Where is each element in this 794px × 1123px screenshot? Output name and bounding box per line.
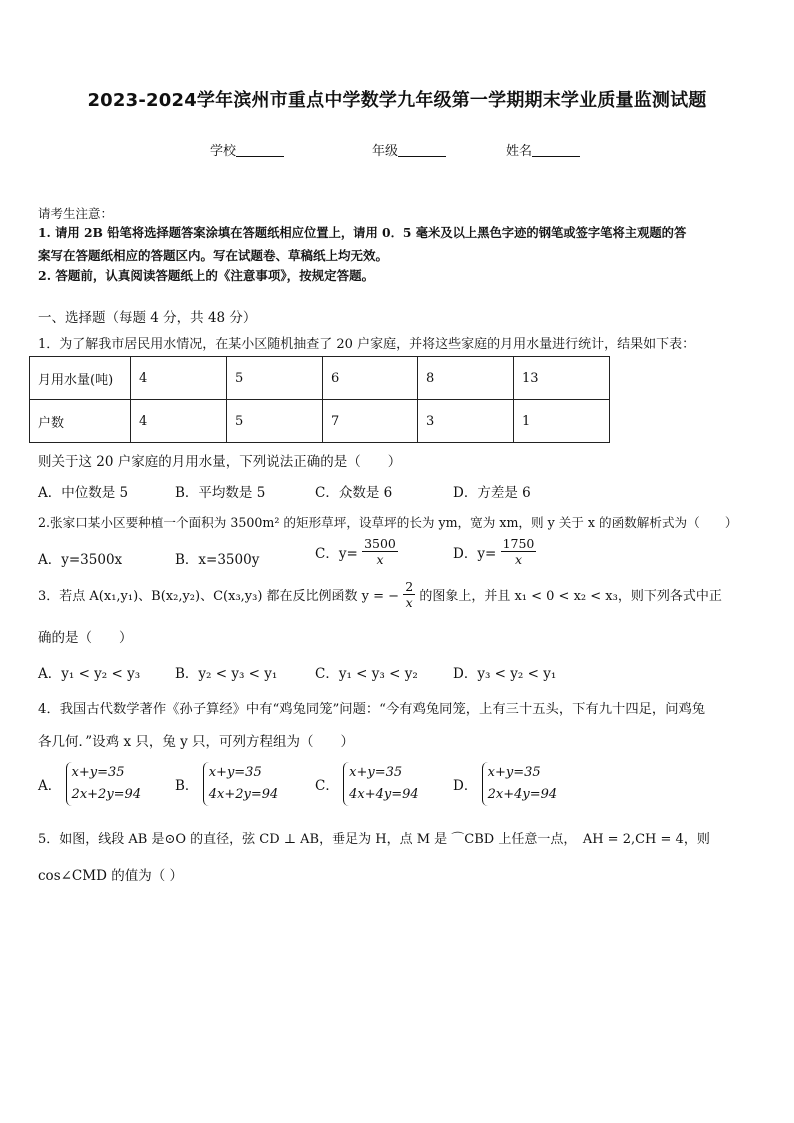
equation-system: [203, 762, 279, 806]
q2-option-a[interactable]: A．y=3500x: [38, 552, 123, 568]
table-cell: 8: [418, 357, 514, 400]
q4-option-d[interactable]: [453, 762, 557, 806]
q3-option-c[interactable]: C．y₁ < y₃ < y₂: [315, 666, 418, 682]
q3-option-d[interactable]: D．y₃ < y₂ < y₁: [453, 666, 557, 682]
q2-option-d-label: D．y=: [453, 545, 497, 562]
fraction-denominator: x: [405, 595, 413, 610]
table-cell: 13: [514, 357, 610, 400]
q2-option-c[interactable]: [315, 536, 398, 567]
table-cell: 5: [227, 357, 323, 400]
q5-stem-line-2: cos∠CMD 的值为（ ）: [38, 868, 183, 884]
fraction-numerator: 2: [405, 579, 414, 594]
equation: 4x+2y=94: [208, 787, 279, 802]
table-cell: 4: [131, 400, 227, 443]
q4-option-a-label: A．: [38, 778, 62, 794]
q4-stem-line-1: 4．我国古代数学著作《孙子算经》中有“鸡兔同笼”问题：“今有鸡兔同笼，上有三十五头，下有九十四足，问鸡兔: [38, 702, 706, 717]
table-cell: 月用水量(吨): [30, 357, 131, 400]
q4-option-d-label: D．: [453, 778, 478, 794]
q4-option-c-label: C．: [315, 778, 339, 794]
q1-option-a[interactable]: A．中位数是 5: [38, 485, 129, 501]
q2-stem: 2.张家口某小区要种植一个面积为 3500m² 的矩形草坪，设草坪的长为 ym，宽为 xm，则 y 关于 x 的函数解析式为（ ）: [38, 515, 738, 530]
q1-option-b[interactable]: B．平均数是 5: [175, 485, 266, 501]
notes-line-1a: 1. 请用 2B 铅笔将选择题答案涂填在答题纸相应位置上，请用 0．5 毫米及以上黑色字迹的钢笔或签字笔将主观题的答: [38, 225, 687, 240]
q2-option-c-label: C．y=: [315, 545, 358, 562]
grade-label: 年级: [372, 144, 399, 159]
table-cell: 6: [323, 357, 418, 400]
equation-system: [66, 762, 142, 806]
equation-system: [343, 762, 419, 806]
equation: x+y=35: [208, 765, 262, 780]
grade-blank[interactable]: [398, 142, 446, 157]
equation: 4x+4y=94: [349, 787, 419, 802]
notes-line-1b: 案写在答题纸相应的答题区内。写在试题卷、草稿纸上均无效。: [38, 248, 389, 263]
section-heading: 一、选择题（每题 4 分，共 48 分）: [38, 310, 257, 326]
equation: 2x+2y=94: [71, 787, 142, 802]
fraction-numerator: 1750: [502, 536, 535, 551]
fraction-denominator: x: [514, 552, 522, 567]
q4-option-b[interactable]: [175, 762, 278, 806]
q4-option-a[interactable]: [38, 762, 141, 806]
q3-stem-line-1: [38, 579, 722, 610]
school-blank[interactable]: [236, 142, 284, 157]
q4-stem-line-2: 各几何．”设鸡 x 只，兔 y 只，可列方程组为（ ）: [38, 734, 355, 750]
name-label: 姓名: [506, 144, 533, 159]
q1-question: 则关于这 20 户家庭的月用水量，下列说法正确的是（ ）: [38, 454, 402, 470]
name-blank[interactable]: [532, 142, 580, 157]
equation: x+y=35: [487, 765, 541, 780]
q3-stem-a: 3．若点 A(x₁,y₁)、B(x₂,y₂)、C(x₃,y₃) 都在反比例函数 y = −: [38, 589, 400, 604]
grade-field[interactable]: [372, 140, 446, 159]
q2-option-c-fraction: [362, 536, 398, 567]
school-field[interactable]: [210, 140, 284, 159]
fraction-denominator: x: [376, 552, 384, 567]
q4-option-c[interactable]: [315, 762, 419, 806]
q1-option-d[interactable]: D．方差是 6: [453, 485, 531, 501]
q1-option-c[interactable]: C．众数是 6: [315, 485, 393, 501]
table-cell: 7: [323, 400, 418, 443]
equation-system: [482, 762, 558, 806]
equation: x+y=35: [71, 765, 125, 780]
q2-option-d-fraction: [501, 536, 537, 567]
school-label: 学校: [210, 144, 237, 159]
q3-stem-line-2: 确的是（ ）: [38, 630, 133, 646]
q3-option-a[interactable]: A．y₁ < y₂ < y₃: [38, 666, 141, 682]
fraction-numerator: 3500: [364, 536, 396, 551]
q5-stem-line-1: 5．如图，线段 AB 是⊙O 的直径，弦 CD ⊥ AB，垂足为 H，点 M 是 ⌒CBD 上任意一点， AH = 2,CH = 4，则: [38, 832, 710, 847]
equation: 2x+4y=94: [487, 787, 558, 802]
table-cell: 1: [514, 400, 610, 443]
q3-option-b[interactable]: B．y₂ < y₃ < y₁: [175, 666, 278, 682]
page-title: 2023-2024学年滨州市重点中学数学九年级第一学期期末学业质量监测试题: [87, 90, 707, 111]
table-row: [30, 357, 610, 400]
notes-heading: 请考生注意：: [38, 206, 114, 221]
q3-stem-b: 的图象上，并且 x₁ < 0 < x₂ < x₃，则下列各式中正: [419, 589, 722, 604]
name-field[interactable]: [506, 140, 580, 159]
equation: x+y=35: [349, 765, 403, 780]
table-cell: 5: [227, 400, 323, 443]
table-cell: 3: [418, 400, 514, 443]
q2-option-b[interactable]: B．x=3500y: [175, 552, 260, 568]
notes-line-2: 2. 答题前，认真阅读答题纸上的《注意事项》，按规定答题。: [38, 268, 375, 283]
q2-option-d[interactable]: [453, 536, 536, 567]
q1-stem: 1．为了解我市居民用水情况，在某小区随机抽查了 20 户家庭，并将这些家庭的月用水量进行统计，结果如下表：: [38, 337, 696, 352]
table-cell: 户数: [30, 400, 131, 443]
q3-fraction: [403, 579, 415, 610]
q4-option-b-label: B．: [175, 778, 199, 794]
table-row: [30, 400, 610, 443]
table-cell: 4: [131, 357, 227, 400]
water-usage-table: [29, 356, 610, 443]
